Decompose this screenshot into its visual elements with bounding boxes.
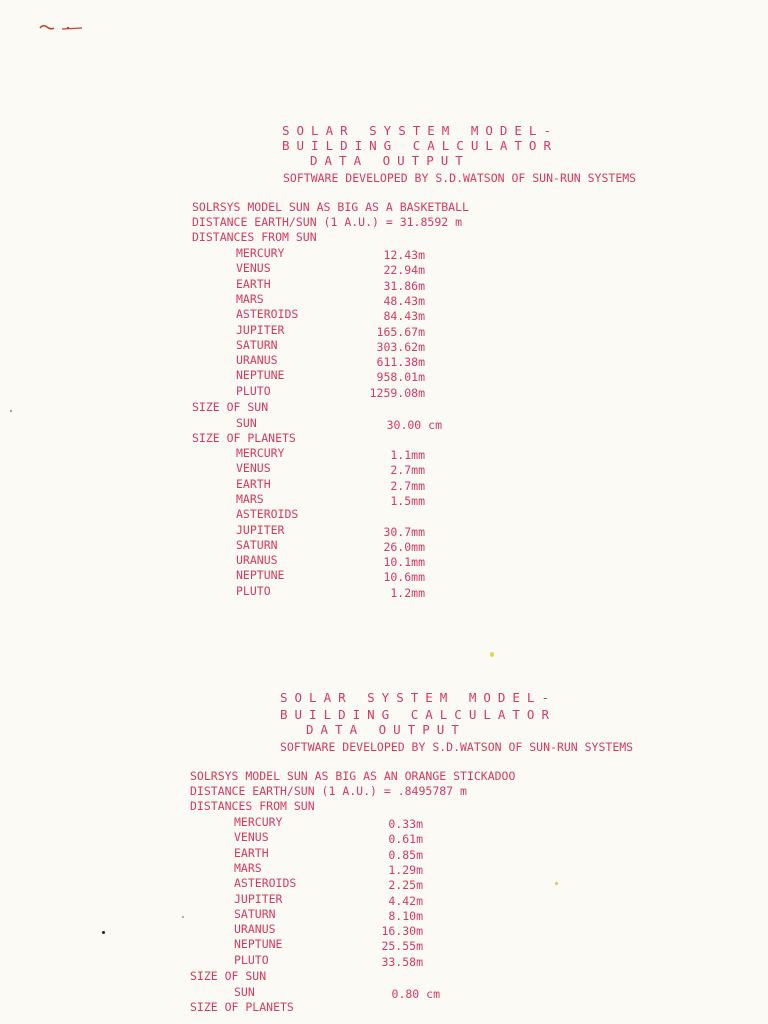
- row-name: MERCURY: [236, 246, 285, 260]
- row-name: ASTEROIDS: [236, 307, 299, 322]
- row-name: JUPITER: [234, 891, 283, 906]
- row-value: 4.42m: [388, 893, 423, 908]
- row-name: EARTH: [234, 845, 269, 860]
- row-value: 0.85m: [388, 847, 423, 862]
- row-value: 33.58m: [381, 954, 423, 969]
- row-name: JUPITER: [236, 322, 285, 337]
- row-value: 8.10m: [388, 908, 423, 923]
- row-value: 1.29m: [388, 862, 423, 877]
- row-name: NEPTUNE: [236, 568, 285, 583]
- sun-value: 30.00 cm: [386, 418, 442, 432]
- row-name: SATURN: [236, 337, 278, 352]
- title-line-2: BUILDING CALCULATOR: [282, 138, 558, 153]
- row-value: 0.33m: [388, 817, 423, 831]
- sun-label: SUN: [236, 416, 257, 430]
- row-name: VENUS: [234, 830, 269, 845]
- title-line-3: DATA OUTPUT: [310, 153, 470, 168]
- row-value: 48.43m: [383, 293, 425, 308]
- row-name: MERCURY: [234, 815, 283, 829]
- row-value: 26.0mm: [383, 539, 425, 554]
- paper-speck: [102, 931, 105, 934]
- row-value: 611.38m: [376, 355, 425, 370]
- sun-value: 0.80 cm: [391, 987, 440, 1001]
- row-name: MERCURY: [236, 446, 285, 460]
- row-value: 958.01m: [376, 370, 425, 385]
- row-name: PLUTO: [236, 583, 271, 598]
- row-value: 84.43m: [383, 309, 425, 324]
- row-value: 1.2mm: [390, 585, 425, 600]
- distances-header: DISTANCES FROM SUN: [192, 230, 317, 244]
- row-value: 165.67m: [376, 324, 425, 339]
- row-name: EARTH: [236, 476, 271, 491]
- row-value: 31.86m: [383, 278, 425, 293]
- model-description: SOLRSYS MODEL SUN AS BIG AS A BASKETBALL: [192, 200, 469, 214]
- row-name: JUPITER: [236, 522, 285, 537]
- title-line-3: DATA OUTPUT: [306, 722, 466, 737]
- title-line-1: SOLAR SYSTEM MODEL-: [282, 123, 558, 138]
- row-value: 10.6mm: [383, 570, 425, 585]
- row-name: ASTEROIDS: [234, 876, 297, 891]
- ink-scribble-mark: [38, 22, 86, 32]
- row-value: 303.62m: [376, 339, 425, 354]
- row-value: 22.94m: [383, 263, 425, 278]
- software-credit: SOFTWARE DEVELOPED BY S.D.WATSON OF SUN-RUN SYSTEMS: [280, 740, 634, 754]
- row-value: 10.1mm: [383, 555, 425, 570]
- row-name: MARS: [236, 291, 264, 306]
- paper-speck: [10, 410, 12, 412]
- sun-label: SUN: [234, 985, 255, 999]
- au-distance: DISTANCE EARTH/SUN (1 A.U.) = 31.8592 m: [192, 215, 463, 229]
- row-name: URANUS: [236, 553, 278, 568]
- row-value: 2.7mm: [390, 463, 425, 478]
- au-distance: DISTANCE EARTH/SUN (1 A.U.) = .8495787 m: [190, 784, 467, 798]
- row-value: 1259.08m: [369, 385, 425, 400]
- title-line-1: SOLAR SYSTEM MODEL-: [280, 690, 556, 705]
- title-line-2: BUILDING CALCULATOR: [280, 707, 556, 722]
- row-name: SATURN: [234, 906, 276, 921]
- row-name: SATURN: [236, 537, 278, 552]
- row-name: URANUS: [236, 353, 278, 368]
- sun-size-header: SIZE OF SUN: [190, 969, 267, 983]
- planet-size-header: SIZE OF PLANETS: [190, 1000, 294, 1014]
- paper-speck: [555, 882, 558, 885]
- planet-size-header: SIZE OF PLANETS: [192, 431, 296, 445]
- row-value: 30.7mm: [383, 524, 425, 539]
- row-value: 2.7mm: [390, 478, 425, 493]
- row-value: 16.30m: [381, 924, 423, 939]
- software-credit: SOFTWARE DEVELOPED BY S.D.WATSON OF SUN-RUN SYSTEMS: [283, 171, 637, 185]
- paper-speck: [182, 916, 184, 918]
- row-name: NEPTUNE: [236, 368, 285, 383]
- row-name: EARTH: [236, 276, 271, 291]
- row-name: MARS: [236, 491, 264, 506]
- row-value: 1.1mm: [390, 448, 425, 462]
- row-value: 2.25m: [388, 878, 423, 893]
- row-name: NEPTUNE: [234, 937, 283, 952]
- row-name: URANUS: [234, 922, 276, 937]
- row-name: ASTEROIDS: [236, 507, 299, 522]
- row-value: 1.5mm: [390, 493, 425, 508]
- row-name: VENUS: [236, 261, 271, 276]
- row-name: VENUS: [236, 461, 271, 476]
- row-name: PLUTO: [236, 383, 271, 398]
- row-value: 0.61m: [388, 832, 423, 847]
- row-name: MARS: [234, 860, 262, 875]
- sun-size-header: SIZE OF SUN: [192, 400, 269, 414]
- row-name: PLUTO: [234, 952, 269, 967]
- row-value: 25.55m: [381, 939, 423, 954]
- distances-header: DISTANCES FROM SUN: [190, 799, 315, 813]
- paper-speck: [490, 652, 494, 657]
- row-value: 12.43m: [383, 248, 425, 262]
- model-description: SOLRSYS MODEL SUN AS BIG AS AN ORANGE STICKADOO: [190, 769, 516, 783]
